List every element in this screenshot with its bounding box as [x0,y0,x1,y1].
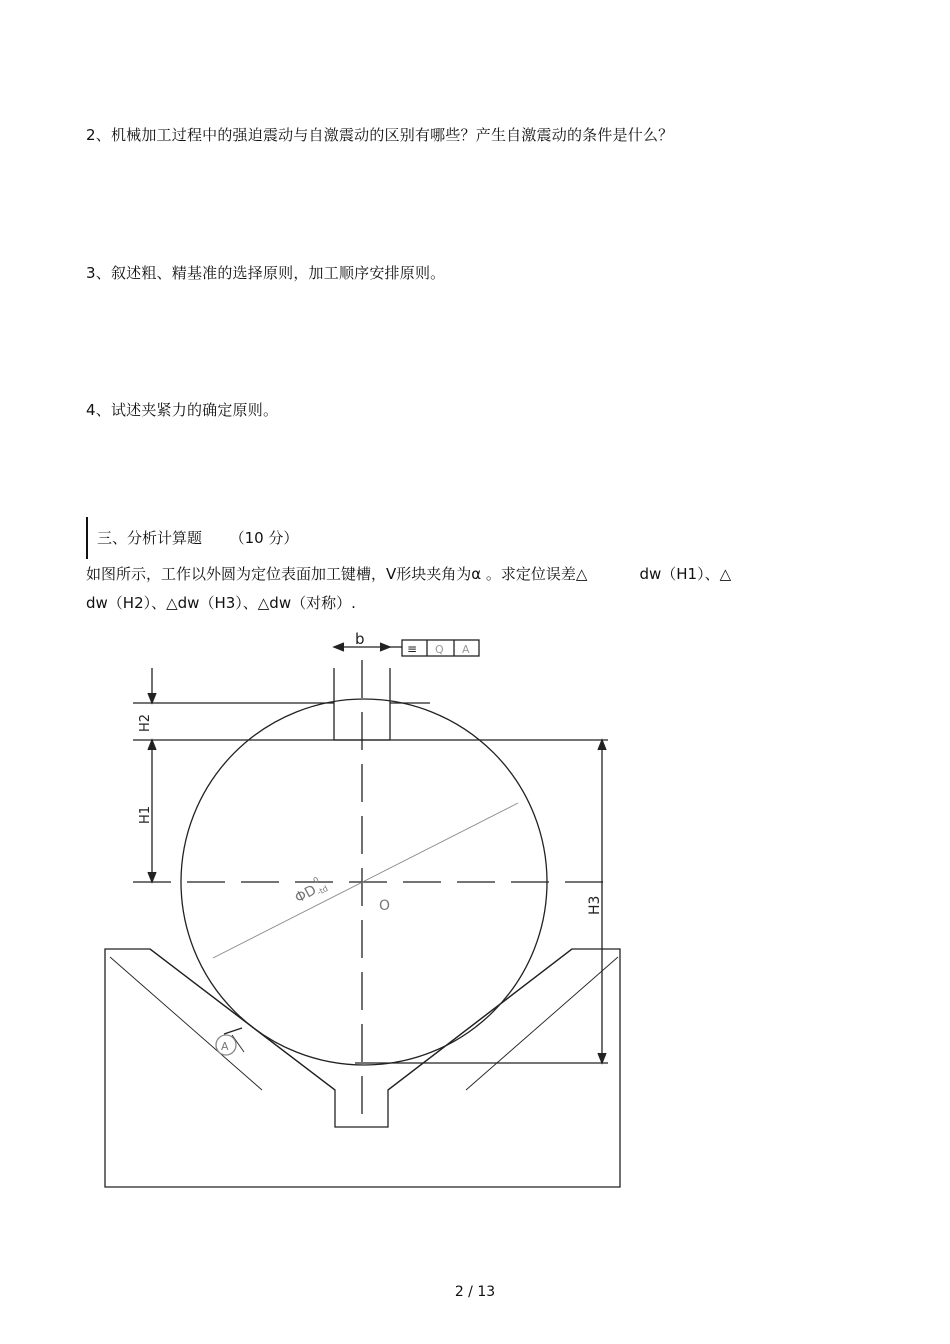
tolerance-symbol: ≡ [407,642,418,656]
tolerance-datum: A [462,643,470,656]
problem-text-a: 如图所示，工作以外圆为定位表面加工键槽，V形块夹角为α 。求定位误差△ [86,565,588,583]
question-2: 2、机械加工过程中的强迫震动与自激震动的区别有哪些？产生自激震动的条件是什么？ [86,126,674,144]
label-center: O [379,898,391,914]
problem-text-b: dw（H1）、△ [639,565,732,583]
problem-line-2: dw（H2）、△dw（H3）、△dw（对称）. [86,594,356,612]
label-h1: H1 [138,805,153,824]
label-b: b [355,630,365,648]
label-diameter: ΦD [292,882,320,907]
page-number: 2 / 13 [454,1284,496,1300]
label-diameter-lower: -td [315,883,330,898]
question-3: 3、叙述粗、精基准的选择原则，加工顺序安排原则。 [86,264,446,282]
question-4: 4、试述夹紧力的确定原则。 [86,401,279,419]
section-title: 三、分析计算题 [97,529,203,547]
label-diameter-upper: 0 [311,875,321,886]
label-h2: H2 [138,713,153,732]
section-score: （10 分） [229,529,299,547]
label-h3: H3 [587,895,603,915]
tolerance-value: Q [435,643,444,656]
label-datum: A [221,1040,229,1053]
